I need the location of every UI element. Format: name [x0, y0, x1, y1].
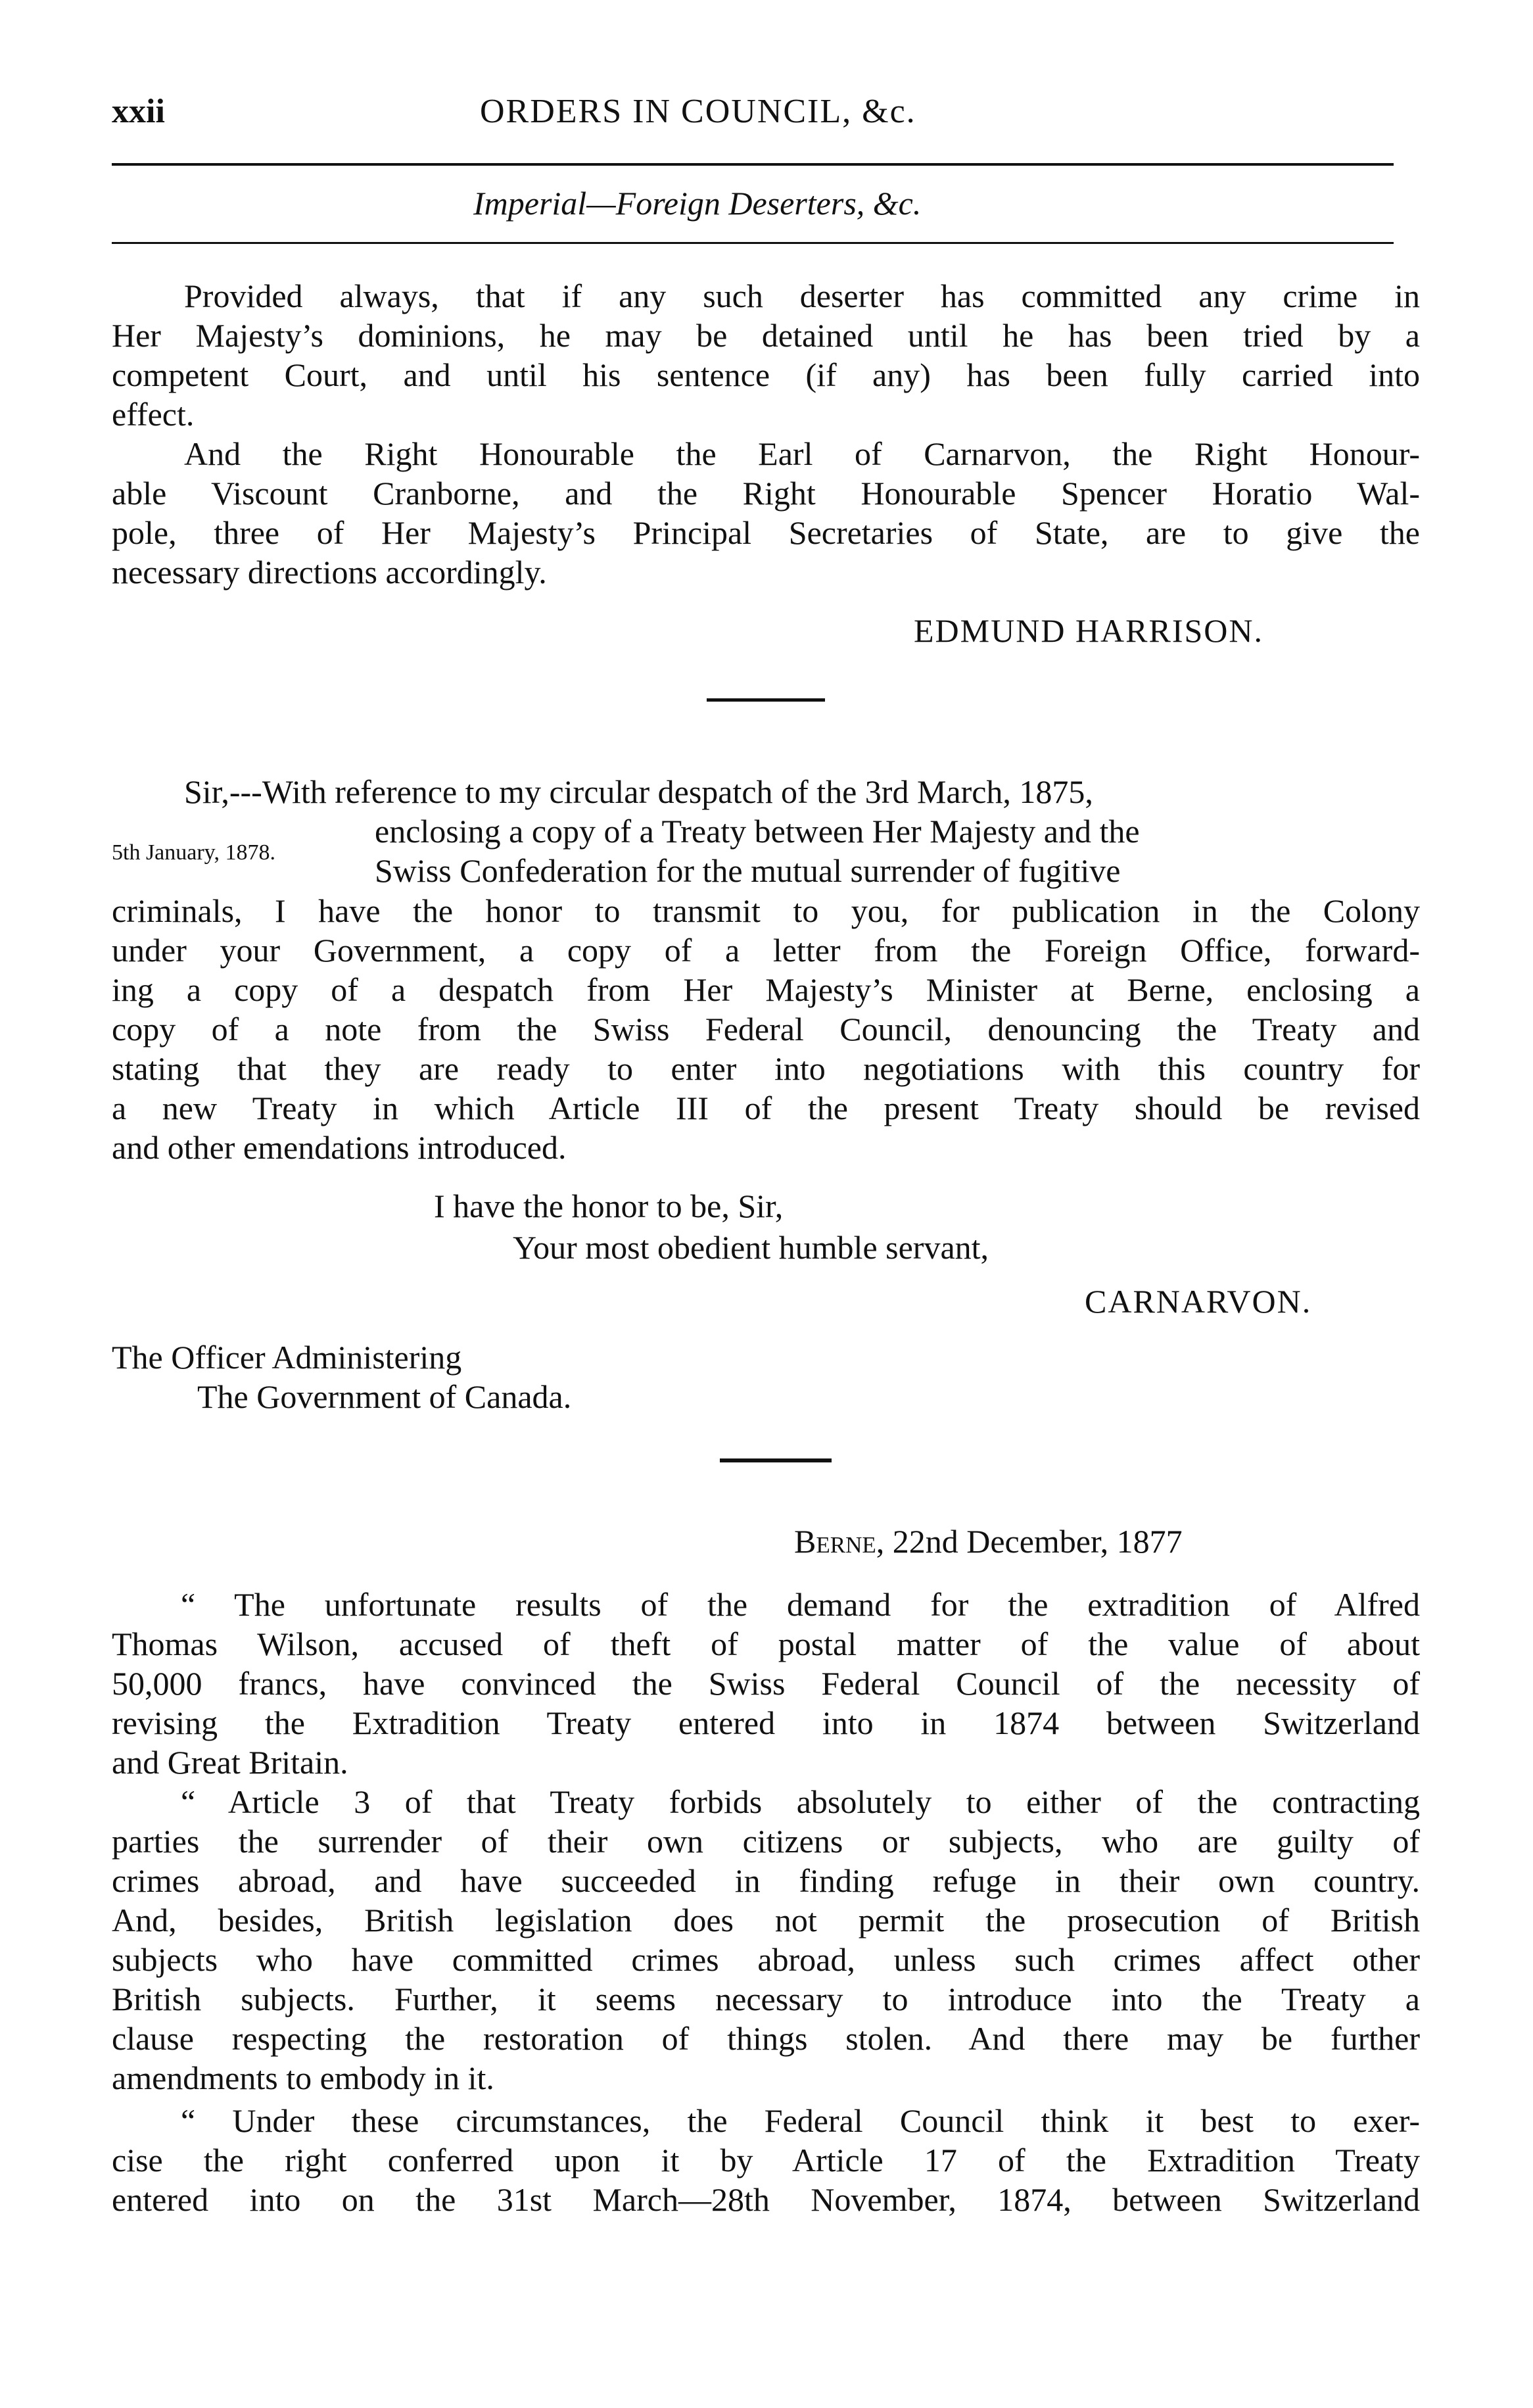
paragraph-line: criminals, I have the honor to transmit to you, for publication in the Colony — [112, 892, 1420, 929]
proviso-paragraph — [112, 276, 1420, 434]
paragraph-line: stating that they are ready to enter into negotiations with this country for — [112, 1050, 1420, 1087]
note-paragraph-3 — [112, 2101, 1420, 2219]
paragraph-line: British subjects. Further, it seems necessary to introduce into the Treaty a — [112, 1981, 1420, 2017]
paragraph-line: parties the surrender of their own citizens or subjects, who are guilty of — [112, 1823, 1420, 1860]
paragraph-line: 50,000 francs, have convinced the Swiss Federal Council of the necessity of — [112, 1665, 1420, 1702]
despatch-opening-line: Swiss Confederation for the mutual surrender of fugitive — [375, 852, 1121, 889]
directions-paragraph — [112, 434, 1420, 592]
closing-salutation: I have the honor to be, Sir, — [434, 1188, 784, 1224]
paragraph-line: effect. — [112, 396, 195, 433]
header-rule-bottom — [112, 242, 1394, 244]
despatch-opening-line — [184, 773, 1420, 811]
note-place: Berne, — [794, 1523, 885, 1560]
paragraph-line: revising the Extradition Treaty entered into in 1874 between Switzerland — [112, 1704, 1420, 1741]
paragraph-line: crimes abroad, and have succeeded in finding refuge in their own country. — [112, 1862, 1420, 1899]
paragraph-line: able Viscount Cranborne, and the Right Honourable Spencer Horatio Wal- — [112, 475, 1420, 512]
paragraph-line: and other emendations introduced. — [112, 1129, 567, 1166]
note-paragraph-2 — [112, 1782, 1420, 2098]
page-number: xxii — [112, 93, 165, 130]
opening-text: Sir,---With reference to my circular despatch of the 3rd March, 1875, — [184, 773, 1093, 810]
paragraph-line: entered into on the 31st March—28th November, 1874, between Switzerland — [112, 2181, 1420, 2218]
note-dateline — [794, 1522, 1183, 1560]
paragraph-line: competent Court, and until his sentence (if any) has been fully carried into — [112, 356, 1420, 393]
paragraph-line: under your Government, a copy of a letter from the Foreign Office, forward- — [112, 932, 1420, 969]
note-paragraph-1 — [112, 1585, 1420, 1782]
paragraph-line: pole, three of Her Majesty’s Principal Secretaries of State, are to give the — [112, 514, 1420, 551]
paragraph-line: Provided always, that if any such deserter has committed any crime in — [184, 277, 1420, 314]
running-title: ORDERS IN COUNCIL, &c. — [480, 93, 916, 130]
paragraph-line: clause respecting the restoration of things stolen. And there may be further — [112, 2020, 1420, 2057]
closing-complimentary: Your most obedient humble servant, — [513, 1229, 989, 1266]
paragraph-line: And the Right Honourable the Earl of Carnarvon, the Right Honour- — [184, 435, 1420, 472]
paragraph-line: Her Majesty’s dominions, he may be detained until he has been tried by a — [112, 317, 1420, 354]
paragraph-line: copy of a note from the Swiss Federal Council, denouncing the Treaty and — [112, 1011, 1420, 1047]
section-divider — [707, 698, 825, 702]
page-header — [112, 92, 1394, 138]
margin-date-note: 5th January, 1878. — [112, 840, 275, 865]
paragraph-line: “ Under these circumstances, the Federal Council think it best to exer- — [181, 2102, 1420, 2139]
paragraph-line: a new Treaty in which Article III of the present Treaty should be revised — [112, 1090, 1420, 1126]
paragraph-line: necessary directions accordingly. — [112, 554, 547, 590]
despatch-signature: CARNARVON. — [1085, 1283, 1312, 1320]
despatch-opening-line: enclosing a copy of a Treaty between Her Majesty and the — [375, 813, 1140, 850]
addressee-line: The Government of Canada. — [197, 1378, 572, 1415]
addressee-line: The Officer Administering — [112, 1339, 462, 1376]
note-date: 22nd December, 1877 — [892, 1523, 1183, 1560]
paragraph-line: and Great Britain. — [112, 1744, 348, 1781]
paragraph-line: amendments to embody in it. — [112, 2059, 494, 2096]
order-signature: EDMUND HARRISON. — [914, 612, 1264, 649]
paragraph-line: “ The unfortunate results of the demand for the extradition of Alfred — [181, 1586, 1420, 1623]
paragraph-line: subjects who have committed crimes abroad, unless such crimes affect other — [112, 1941, 1420, 1978]
header-rule-top — [112, 163, 1394, 166]
paragraph-line: cise the right conferred upon it by Article 17 of the Extradition Treaty — [112, 2142, 1420, 2179]
paragraph-line: “ Article 3 of that Treaty forbids absolutely to either of the contracting — [181, 1783, 1420, 1820]
despatch-body — [112, 891, 1420, 1167]
section-subheading: Imperial—Foreign Deserters, &c. — [473, 185, 922, 222]
paragraph-line: Thomas Wilson, accused of theft of postal matter of the value of about — [112, 1625, 1420, 1662]
paragraph-line: ing a copy of a despatch from Her Majesty’s Minister at Berne, enclosing a — [112, 971, 1420, 1008]
section-divider — [720, 1458, 832, 1462]
paragraph-line: And, besides, British legislation does not permit the prosecution of British — [112, 1902, 1420, 1938]
